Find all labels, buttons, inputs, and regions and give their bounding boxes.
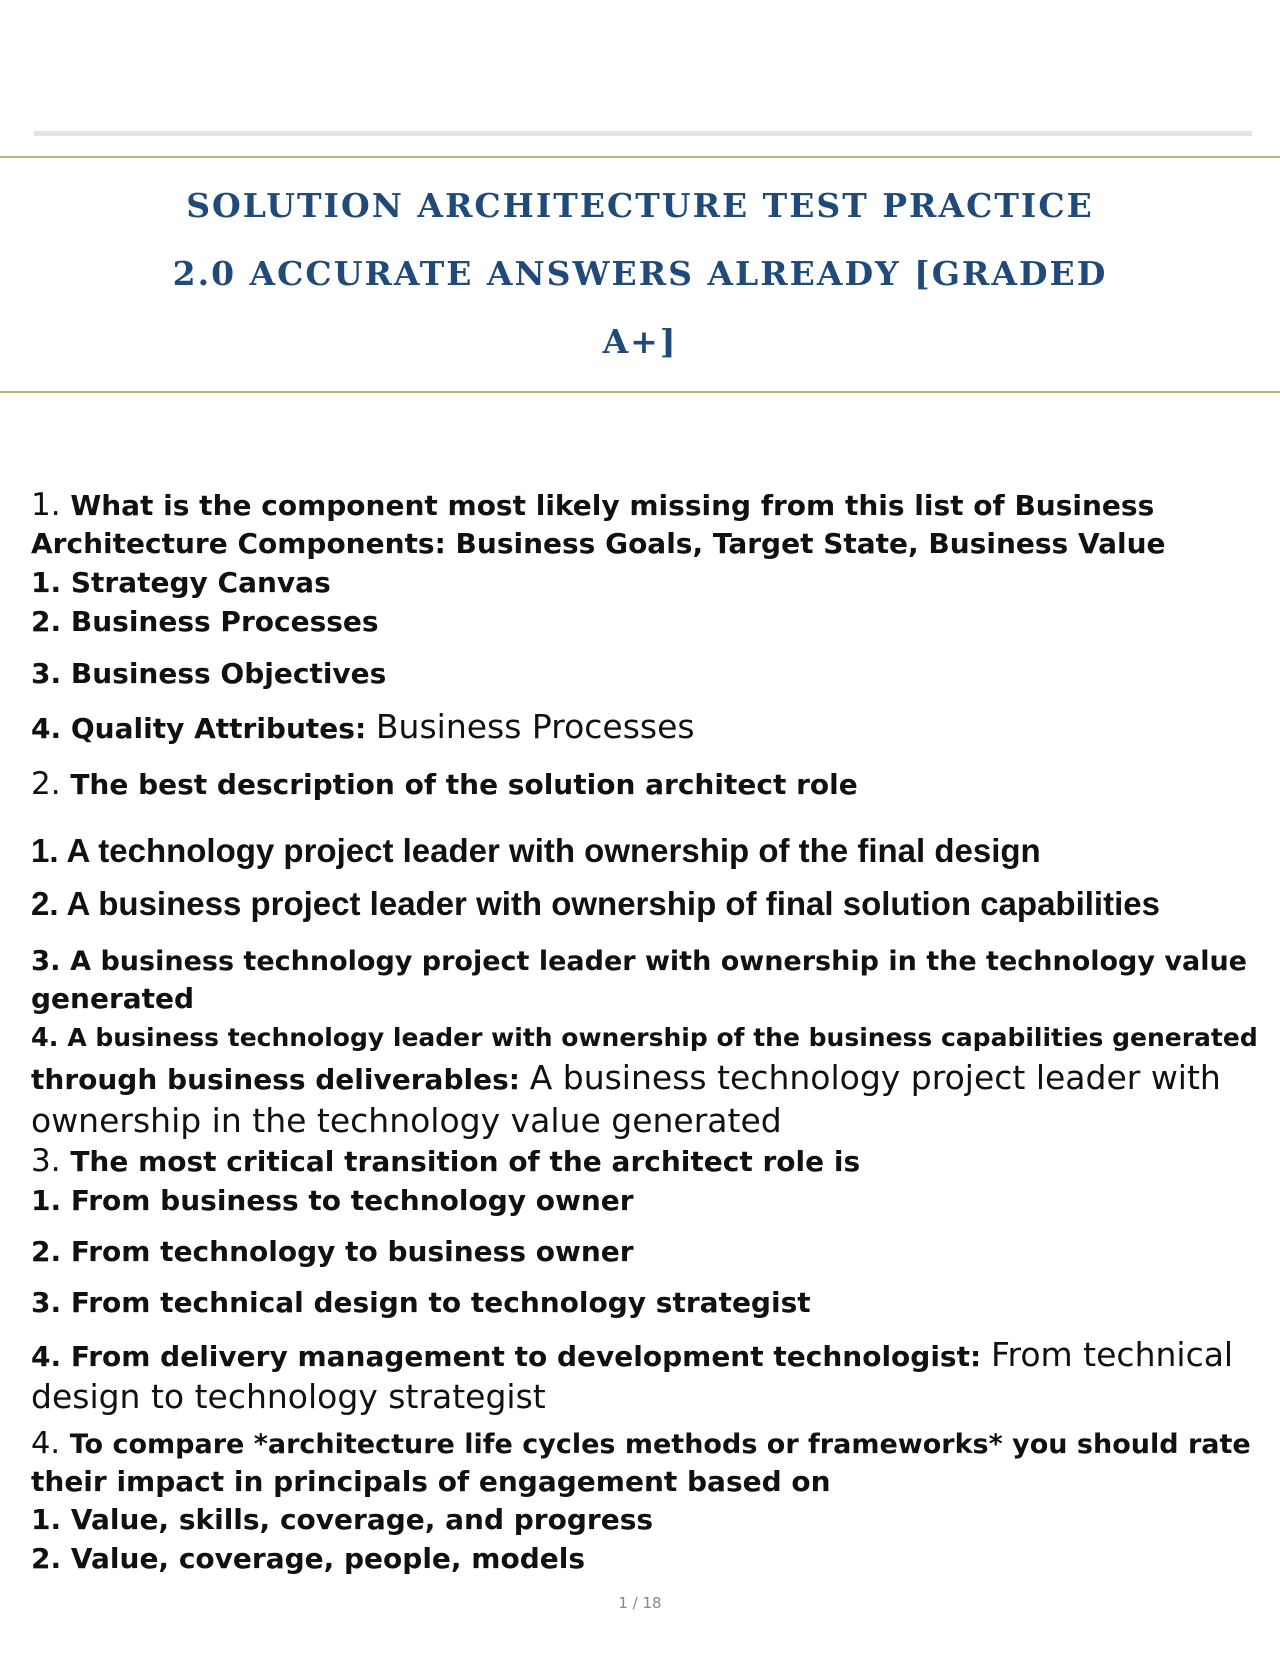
- q2-option-4-line-2: [31, 1058, 1221, 1097]
- q2-option-4-line-1: [31, 1021, 1258, 1055]
- q1-number: 1.: [31, 487, 61, 523]
- option-number: 3.: [31, 1286, 62, 1319]
- option-text: From delivery management to development technologist:: [70, 1340, 982, 1373]
- q1-answer: Business Processes: [375, 707, 695, 746]
- q4-text-line-1: [31, 1427, 1251, 1462]
- top-divider: [34, 131, 1252, 136]
- option-number: 4.: [31, 1340, 62, 1373]
- q2-text-line: [31, 767, 858, 802]
- q3-option-2: [31, 1235, 634, 1269]
- option-text: Strategy Canvas: [70, 566, 331, 599]
- q3-number: 3.: [31, 1143, 61, 1179]
- q4-question: To compare *architecture life cycles methods or frameworks* you should rate: [69, 1429, 1251, 1460]
- option-text: Quality Attributes:: [70, 712, 367, 745]
- q3-text-line: [31, 1144, 860, 1179]
- option-text: through business deliverables:: [31, 1063, 520, 1096]
- q4-number: 4.: [31, 1426, 61, 1461]
- option-number: 2.: [31, 605, 62, 638]
- q3-option-1: [31, 1184, 634, 1218]
- document-title: [0, 172, 1280, 376]
- option-text: Value, coverage, people, models: [70, 1542, 586, 1575]
- option-number: 4.: [31, 1023, 59, 1053]
- option-text: A technology project leader with ownership of the final design: [66, 832, 1041, 869]
- q2-option-3-line-1: [31, 944, 1247, 979]
- option-text: Value, skills, coverage, and progress: [70, 1503, 654, 1536]
- q1-text-line-1: [31, 488, 1154, 523]
- q1-option-2: [31, 605, 379, 639]
- q4-option-1: [31, 1503, 653, 1537]
- q2-question: The best description of the solution architect role: [70, 768, 858, 801]
- option-text: A business technology project leader with ownership in the technology value: [70, 946, 1247, 977]
- q3-answer: From technical: [990, 1335, 1234, 1374]
- q2-option-1: [31, 834, 1041, 868]
- option-number: 1.: [31, 566, 62, 599]
- title-rule-bottom: [0, 391, 1280, 393]
- q2-option-2: [31, 887, 1160, 921]
- q3-option-4: [31, 1335, 1234, 1374]
- option-number: 2.: [31, 1235, 62, 1268]
- option-text: Business Processes: [70, 605, 379, 638]
- q3-option-3: [31, 1286, 811, 1320]
- option-text: From business to technology owner: [70, 1184, 634, 1217]
- q2-option-3-line-2: generated: [31, 982, 195, 1015]
- option-number: 3.: [31, 945, 61, 977]
- title-line-1: SOLUTION ARCHITECTURE TEST PRACTICE: [186, 186, 1094, 225]
- option-text: A business project leader with ownership of final solution capabilities: [66, 885, 1160, 922]
- option-number: 2.: [31, 1542, 62, 1575]
- option-text: From technology to business owner: [70, 1235, 634, 1268]
- option-number: 1.: [31, 832, 59, 869]
- option-text: A business technology leader with ownership of the business capabilities generated: [67, 1023, 1258, 1052]
- q1-text-line-2: Architecture Components: Business Goals, Target State, Business Value: [31, 527, 1166, 560]
- option-number: 3.: [31, 657, 62, 690]
- option-number: 2.: [31, 885, 59, 922]
- q1-option-4: [31, 707, 695, 746]
- option-text: From technical design to technology strategist: [70, 1286, 811, 1319]
- q3-answer-continued: design to technology strategist: [31, 1377, 546, 1416]
- title-line-2: 2.0 ACCURATE ANSWERS ALREADY [GRADED: [172, 254, 1108, 293]
- q3-question: The most critical transition of the architect role is: [70, 1145, 861, 1178]
- q4-text-line-2: their impact in principals of engagement based on: [31, 1465, 831, 1498]
- option-number: 4.: [31, 712, 62, 745]
- q4-option-2: [31, 1542, 585, 1576]
- q2-answer: A business technology project leader with: [529, 1058, 1221, 1097]
- q2-answer-continued: ownership in the technology value generated: [31, 1101, 782, 1140]
- q1-option-1: [31, 566, 331, 600]
- q2-number: 2.: [31, 766, 61, 802]
- title-line-3: A+]: [602, 322, 678, 361]
- option-number: 1.: [31, 1503, 62, 1536]
- option-number: 1.: [31, 1184, 62, 1217]
- title-rule-top: [0, 156, 1280, 158]
- option-text: Business Objectives: [70, 657, 387, 690]
- q1-option-3: [31, 657, 386, 691]
- q1-question: What is the component most likely missing from this list of Business: [70, 489, 1155, 522]
- page-number: 1 / 18: [618, 1594, 662, 1612]
